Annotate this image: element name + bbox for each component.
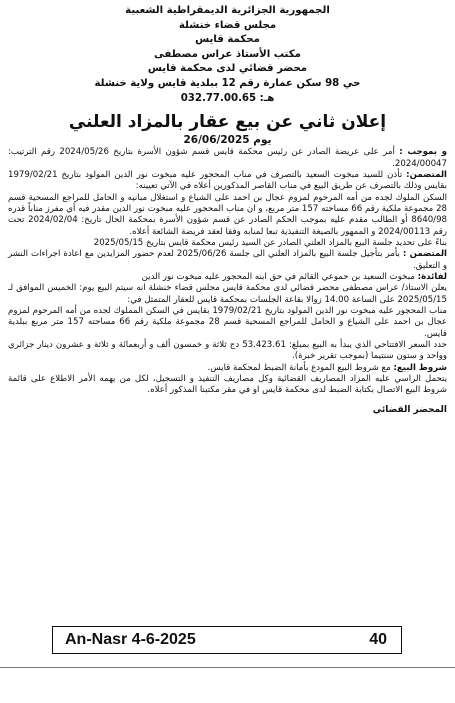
paragraph <box>8 306 447 340</box>
paragraph <box>8 374 447 397</box>
notice-body <box>8 147 447 397</box>
paragraph-label: لفائدة: <box>417 271 447 282</box>
header-role: محضر قضائي لدى محكمة قايس <box>147 63 308 75</box>
paragraph <box>8 238 447 249</box>
bottom-divider <box>0 667 455 668</box>
paragraph <box>8 340 447 363</box>
paragraph <box>8 147 447 170</box>
page-number: 40 <box>369 631 387 648</box>
paragraph-label: المتضمن : <box>402 249 447 260</box>
paragraph <box>8 272 447 283</box>
paragraph-text: تأذن للسيد مبخوت السعيد بالتصرف في مناب المحجور عليه مبخوت نور الدين المولود بتاريخ 1979/02/21 بقايس وذلك بالتصرف عن طريق البيع في مناب القاصر المذكورين أعلاه في الآتي تعيينه: <box>8 169 447 192</box>
paragraph-label: المتضمن: <box>406 169 447 180</box>
header-office: مكتب الأستاذ عراس مصطفى <box>154 48 301 60</box>
paragraph-text: مناب المحجور عليه مبخوت نور الدين المولود بتاريخ 1979/02/21 بقايس في السكن المملوك لجده من أمه المرحوم لمزوم عجال بن احمد على الشياع و الحامل للمراجع المسحية قسم 28 مجموعة ملكية رقم 66 مساحته 157 متر مربع ببلدية قايس. <box>8 305 447 339</box>
paragraph <box>8 363 447 374</box>
paragraph <box>8 249 447 272</box>
paragraph-text: مع شروط البيع المودع بأمانة الضبط لمحكمة قايس. <box>207 362 394 373</box>
paragraph-text: يتحمل الراسي عليه المزاد المصاريف القضائية وكل مصاريف التنفيذ و التسجيل، لكل من يهمه الأمر الاطلاع على قائمة شروط البيع الاتصال بكتابة الضبط لدى محكمة قايس او في مقر مكتبنا المذكور أعلاه. <box>8 374 447 396</box>
paragraph-text: حدد السعر الافتتاحي الذي يبدأ به البيع بمبلغ: 53.423.61 دج ثلاثة و خمسون ألف و أربعمائة و ثلاثة و عشرون دينار جزائري وواحد و ستون سنتيما (بموجب تقرير خبرة). <box>8 340 447 362</box>
paragraph-text: يعلن الاستاذ/ عراس مصطفى محضر قضائي لدى محكمة قايس مجلس قضاء خنشلة انه سيتم البيع يوم: الخميس الموافق لـ 2025/05/15 على الساعة 14.00 زوالا بقاعة الجلسات بمحكمة قايس للعقار المتمثل في: <box>8 283 447 305</box>
paragraph-text: مبخوت السعيد بن حموعي القائم في حق ابنه المحجور عليه مبخوت نور الدين <box>141 271 418 282</box>
paragraph-label: شروط البيع: <box>393 362 447 373</box>
header-country: الجمهورية الجزائرية الديمقراطية الشعبية <box>125 5 330 16</box>
header-phone: هـ: 032.77.00.65 <box>180 92 275 104</box>
paragraph <box>8 283 447 306</box>
paragraph <box>8 170 447 193</box>
letterhead <box>8 4 447 106</box>
paragraph-text: بأمر بتأجيل جلسة البيع بالمزاد العلني الى جلسة 2025/06/26 لعدم حضور المزايدين مع اعادة اجراءات النشر و التعليق. <box>8 249 447 271</box>
paragraph <box>8 193 447 238</box>
header-council: مجلس قضاء خنشلة <box>178 19 277 31</box>
notice-date: يوم 26/06/2025 <box>183 134 272 147</box>
paragraph-label: و بموجب : <box>399 147 447 158</box>
notice-title: إعلان ثاني عن بيع عقار بالمزاد العلني <box>68 112 387 133</box>
paragraph-text: السكن الملوك لجده من أمه المرحوم لمزوم عجال بن احمد على الشياع و استغلال مبانيه و الحامل للمراجع المسحية قسم 28 مجموعة ملكية رقم 66 مساحته 157 متر مربع، و ان مناب المحجور عليه مبخوت نور الدين مقدر فيه أي مفرز مناباً قدره 8640/98 أو الطالب مقدم عليه بموجب الحكم الصادر عن قسم شؤون الأسرة بمحكمة الحال تاريخ: 2024/02/04 تحت رقم 2024/00113 و الممهور بالصيغة التنفيذية تبعا لمنابه وفقا لعقد فريضة الشائعة أعلاه. <box>8 192 447 237</box>
publication-label: An-Nasr 4-6-2025 <box>65 631 196 648</box>
signature-title: المحضر القضائي <box>372 404 447 415</box>
header-address: حي 98 سكن عمارة رقم 12 ببلدية قايس ولاية خنشلة <box>94 77 361 89</box>
header-court: محكمة قايس <box>195 34 260 46</box>
paragraph-text: بناءً على تحديد جلسة البيع بالمزاد العلني الصادر عن السيد رئيس محكمة قايس بتاريخ 2025/05/15 <box>93 237 447 248</box>
newspaper-footer <box>52 626 402 654</box>
paragraph-text: أمر على عريضة الصادر عن رئيس محكمة قايس قسم شؤون الأسرة بتاريخ 2024/05/26 رقم الترتيب: 2024/00047. <box>8 147 447 169</box>
